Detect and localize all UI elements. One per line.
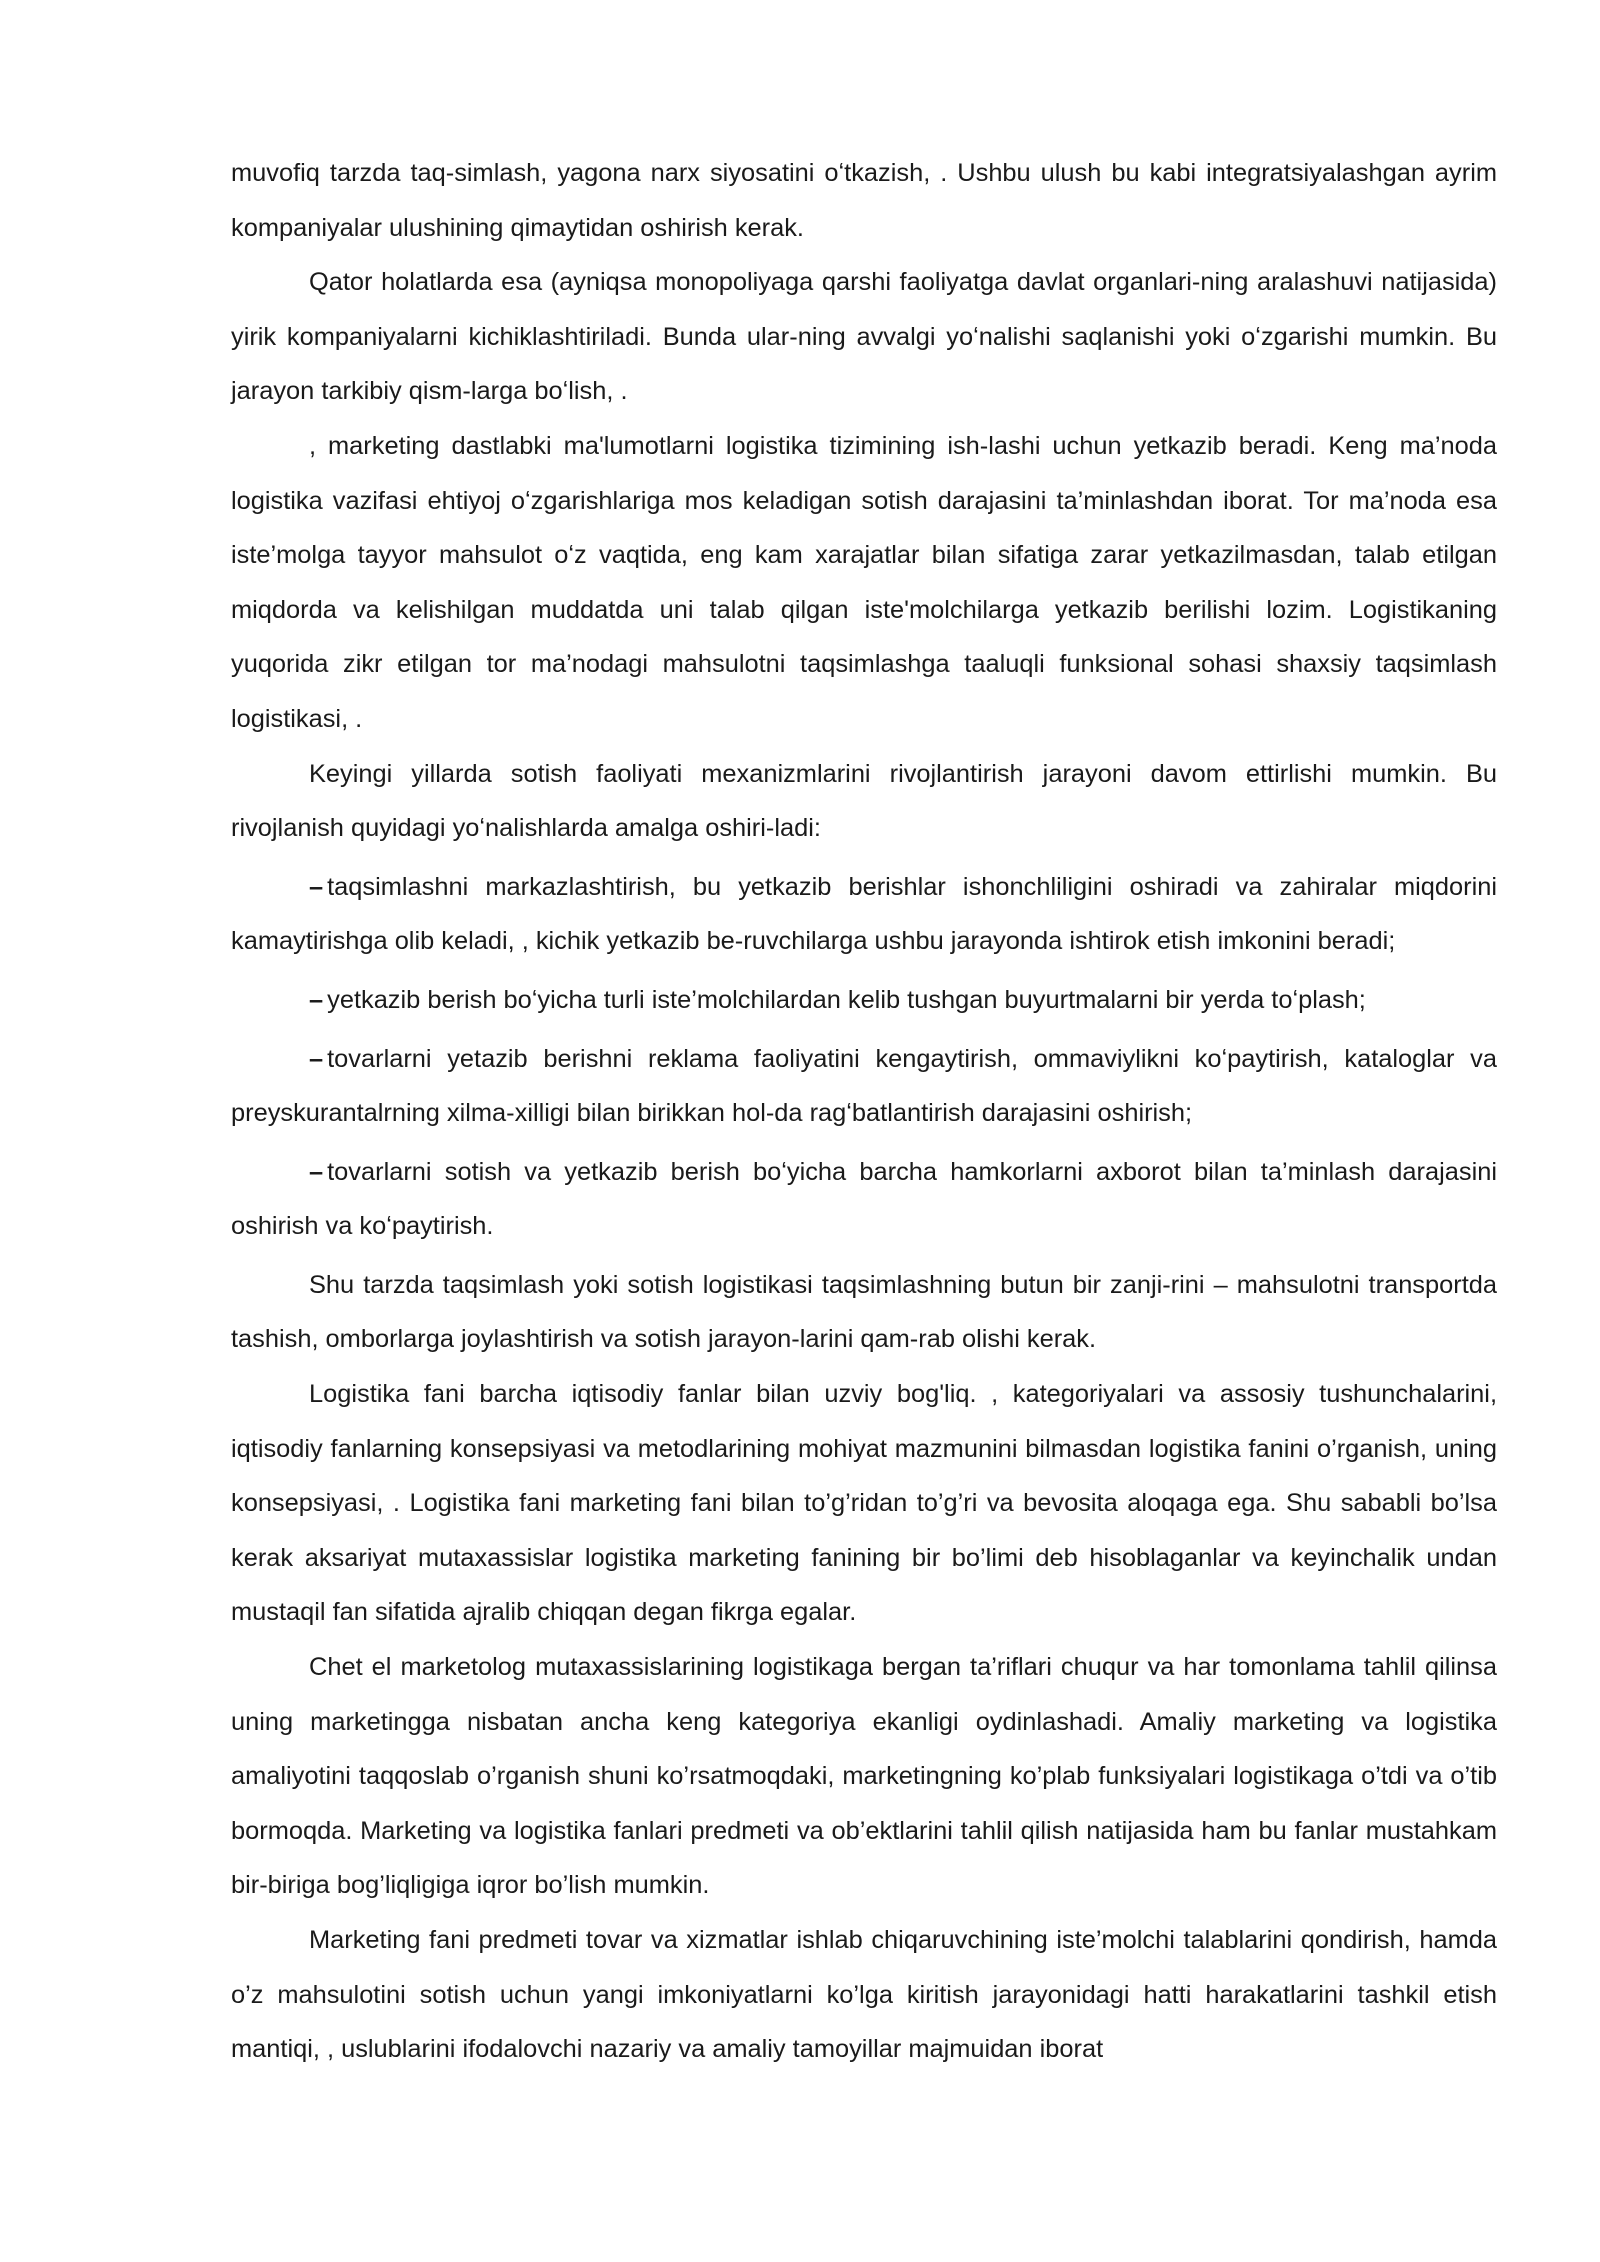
paragraph: Keyingi yillarda sotish faoliyati mexanizmlarini rivojlantirish jarayoni davom ettirlishi mumkin. Bu rivojlanish quyidagi yoʻnalishlarda amalga oshiri-ladi:	[231, 759, 1497, 843]
paragraph: Qator holatlarda esa (ayniqsa monopoliyaga qarshi faoliyatga davlat organlari-ning aralashuvi natijasida) yirik kompaniyalarni kichiklashtiriladi. Bunda ular-ning avvalgi yoʻnalishi saqlanishi yoki oʻzgarishi mumkin. Bu jarayon tarkibiy qism-larga boʻlish, .	[231, 268, 1497, 406]
dash-marker: –	[309, 985, 324, 1014]
dash-marker: –	[309, 1157, 324, 1186]
dash-marker: –	[309, 1044, 324, 1073]
paragraph-continuation: muvofiq tarzda taq-simlash, yagona narx siyosatini oʻtkazish, . Ushbu ulush bu kabi integratsiyalashgan ayrim kompaniyalar ulushining qimaytidan oshirish kerak.	[231, 159, 1497, 242]
paragraph: Shu tarzda taqsimlash yoki sotish logistikasi taqsimlashning butun bir zanji-rini – mahsulotni transportda tashish, omborlarga joylashtirish va sotish jarayon-larini qam-rab olishi kerak.	[231, 1270, 1497, 1354]
bullet-text: tovarlarni yetazib berishni reklama faoliyatini kengaytirish, ommaviylikni koʻpaytirish, kataloglar va preyskurantalrning xilma-xilligi bilan birikkan hol-da ragʻbatlantirish darajasini oshirish;	[231, 1044, 1497, 1128]
bullet-item	[231, 860, 1497, 969]
paragraph: Chet el marketolog mutaxassislarining logistikaga bergan ta’riflari chuqur va har tomonlama tahlil qilinsa uning marketingga nisbatan ancha keng kategoriya ekanligi oydinlashadi. Amaliy marketing va logistika amaliyotini taqqoslab o’rganish shuni ko’rsatmoqdaki, marketingning ko’plab funksiyalari logistikaga o’tdi va o’tib bormoqda. Marketing va logistika fanlari predmeti va ob’ektlarini tahlil qilish natijasida ham bu fanlar mustahkam bir-biriga bog’liqligiga iqror bo’lish mumkin.	[231, 1653, 1497, 1900]
paragraph: , marketing dastlabki ma'lumotlarni logistika tizimining ish-lashi uchun yetkazib beradi. Keng ma’noda logistika vazifasi ehtiyoj oʻzgarishlariga mos keladigan sotish darajasini ta’minlashdan iborat. Tor ma’noda esa iste’molga tayyor mahsulot oʻz vaqtida, eng kam xarajatlar bilan sifatiga zarar yetkazilmasdan, talab etilgan miqdorda va kelishilgan muddatda uni talab qilgan iste'molchilarga yetkazib berilishi lozim. Logistikaning yuqorida zikr etilgan tor ma’nodagi mahsulotni taqsimlashga taaluqli funksional sohasi shaxsiy taqsimlash logistikasi, .	[231, 431, 1497, 733]
paragraph: Logistika fani barcha iqtisodiy fanlar bilan uzviy bog'liq. , kategoriyalari va assosiy tushunchalarini, iqtisodiy fanlarning konsepsiyasi va metodlarining mohiyat mazmunini bilmasdan logistika fanini o’rganish, uning konsepsiyasi, . Logistika fani marketing fani bilan to’g’ridan to’g’ri va bevosita aloqaga ega. Shu sababli bo’lsa kerak aksariyat mutaxassislar logistika marketing fanining bir bo’limi deb hisoblaganlar va keyinchalik undan mustaqil fan sifatida ajralib chiqqan degan fikrga egalar.	[231, 1380, 1497, 1627]
bullet-text: taqsimlashni markazlashtirish, bu yetkazib berishlar ishonchliligini oshiradi va zahiralar miqdorini kamaytirishga olib keladi, , kichik yetkazib be-ruvchilarga ushbu jarayonda ishtirok etish imkonini beradi;	[231, 872, 1497, 956]
document-body	[231, 146, 1497, 2077]
bullet-text: yetkazib berish boʻyicha turli iste’molchilardan kelib tushgan buyurtmalarni bir yerda toʻplash;	[327, 985, 1366, 1014]
bullet-item	[231, 973, 1497, 1028]
bullet-item	[231, 1145, 1497, 1254]
bullet-item	[231, 1032, 1497, 1141]
paragraph: Marketing fani predmeti tovar va xizmatlar ishlab chiqaruvchining iste’molchi talablarini qondirish, hamda o’z mahsulotini sotish uchun yangi imkoniyatlarni ko’lga kiritish jarayonidagi hatti harakatlarini tashkil etish mantiqi, , uslublarini ifodalovchi nazariy va amaliy tamoyillar majmuidan iborat	[231, 1926, 1497, 2064]
dash-marker: –	[309, 872, 324, 901]
bullet-text: tovarlarni sotish va yetkazib berish boʻyicha barcha hamkorlarni axborot bilan ta’minlash darajasini oshirish va koʻpaytirish.	[231, 1157, 1497, 1241]
